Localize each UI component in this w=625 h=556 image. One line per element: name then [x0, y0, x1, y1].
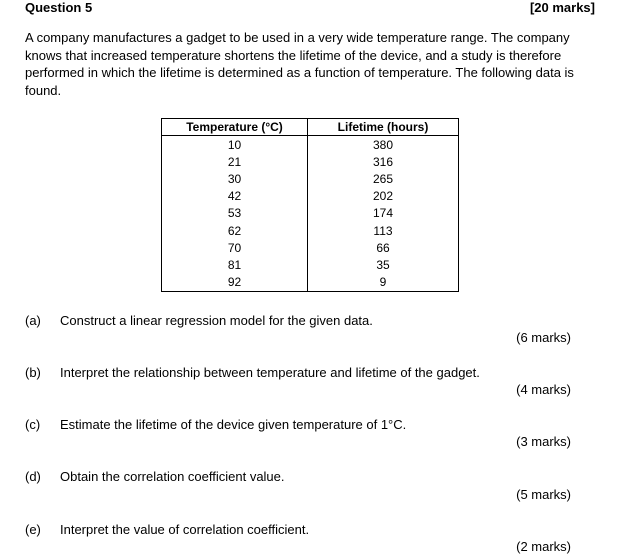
temperature-cell: 70	[162, 239, 308, 256]
lifetime-cell: 113	[308, 222, 459, 239]
lifetime-cell: 202	[308, 188, 459, 205]
lifetime-cell: 9	[308, 274, 459, 292]
table-row	[162, 170, 459, 187]
part-e-marks: (2 marks)	[516, 539, 571, 554]
question-title: Question 5	[25, 0, 93, 15]
lifetime-cell: 66	[308, 239, 459, 256]
part-b-label: (b)	[25, 365, 41, 380]
part-e-label: (e)	[25, 522, 41, 537]
part-a-text: Construct a linear regression model for the given data.	[60, 313, 373, 328]
part-b-text: Interpret the relationship between temperature and lifetime of the gadget.	[60, 365, 480, 380]
part-b-marks: (4 marks)	[516, 382, 571, 397]
lifetime-cell: 380	[308, 136, 459, 154]
lifetime-cell: 174	[308, 205, 459, 222]
question-total-marks: [20 marks]	[529, 0, 595, 15]
table-row	[162, 222, 459, 239]
table-row	[162, 205, 459, 222]
temperature-cell: 21	[162, 153, 308, 170]
part-d-label: (d)	[25, 469, 41, 484]
temperature-cell: 92	[162, 274, 308, 292]
part-a-marks: (6 marks)	[516, 330, 571, 345]
table-row	[162, 239, 459, 256]
data-table	[161, 118, 459, 292]
table-row	[162, 274, 459, 292]
temperature-cell: 10	[162, 136, 308, 154]
part-c-marks: (3 marks)	[516, 434, 571, 449]
part-a-label: (a)	[25, 313, 41, 328]
header-temperature: Temperature (°C)	[162, 119, 308, 136]
temperature-cell: 53	[162, 205, 308, 222]
table-row	[162, 136, 459, 154]
part-c-label: (c)	[25, 417, 41, 432]
header-lifetime: Lifetime (hours)	[308, 119, 459, 136]
table-header-row	[162, 119, 459, 136]
part-d-text: Obtain the correlation coefficient value.	[60, 469, 285, 484]
table-row	[162, 188, 459, 205]
lifetime-cell: 35	[308, 256, 459, 273]
temperature-cell: 42	[162, 188, 308, 205]
lifetime-cell: 316	[308, 153, 459, 170]
lifetime-cell: 265	[308, 170, 459, 187]
part-e-text: Interpret the value of correlation coefficient.	[60, 522, 310, 537]
temperature-cell: 30	[162, 170, 308, 187]
table-row	[162, 256, 459, 273]
temperature-cell: 81	[162, 256, 308, 273]
temperature-cell: 62	[162, 222, 308, 239]
table-row	[162, 153, 459, 170]
part-d-marks: (5 marks)	[516, 487, 571, 502]
part-c-text: Estimate the lifetime of the device given temperature of 1°C.	[60, 417, 407, 432]
question-intro: A company manufactures a gadget to be used in a very wide temperature range. The company knows that increased temperature shortens the lifetime of the device, and a study is therefore performed in which the lifetime is determined as a function of temperature. The following data is found.	[25, 30, 574, 98]
